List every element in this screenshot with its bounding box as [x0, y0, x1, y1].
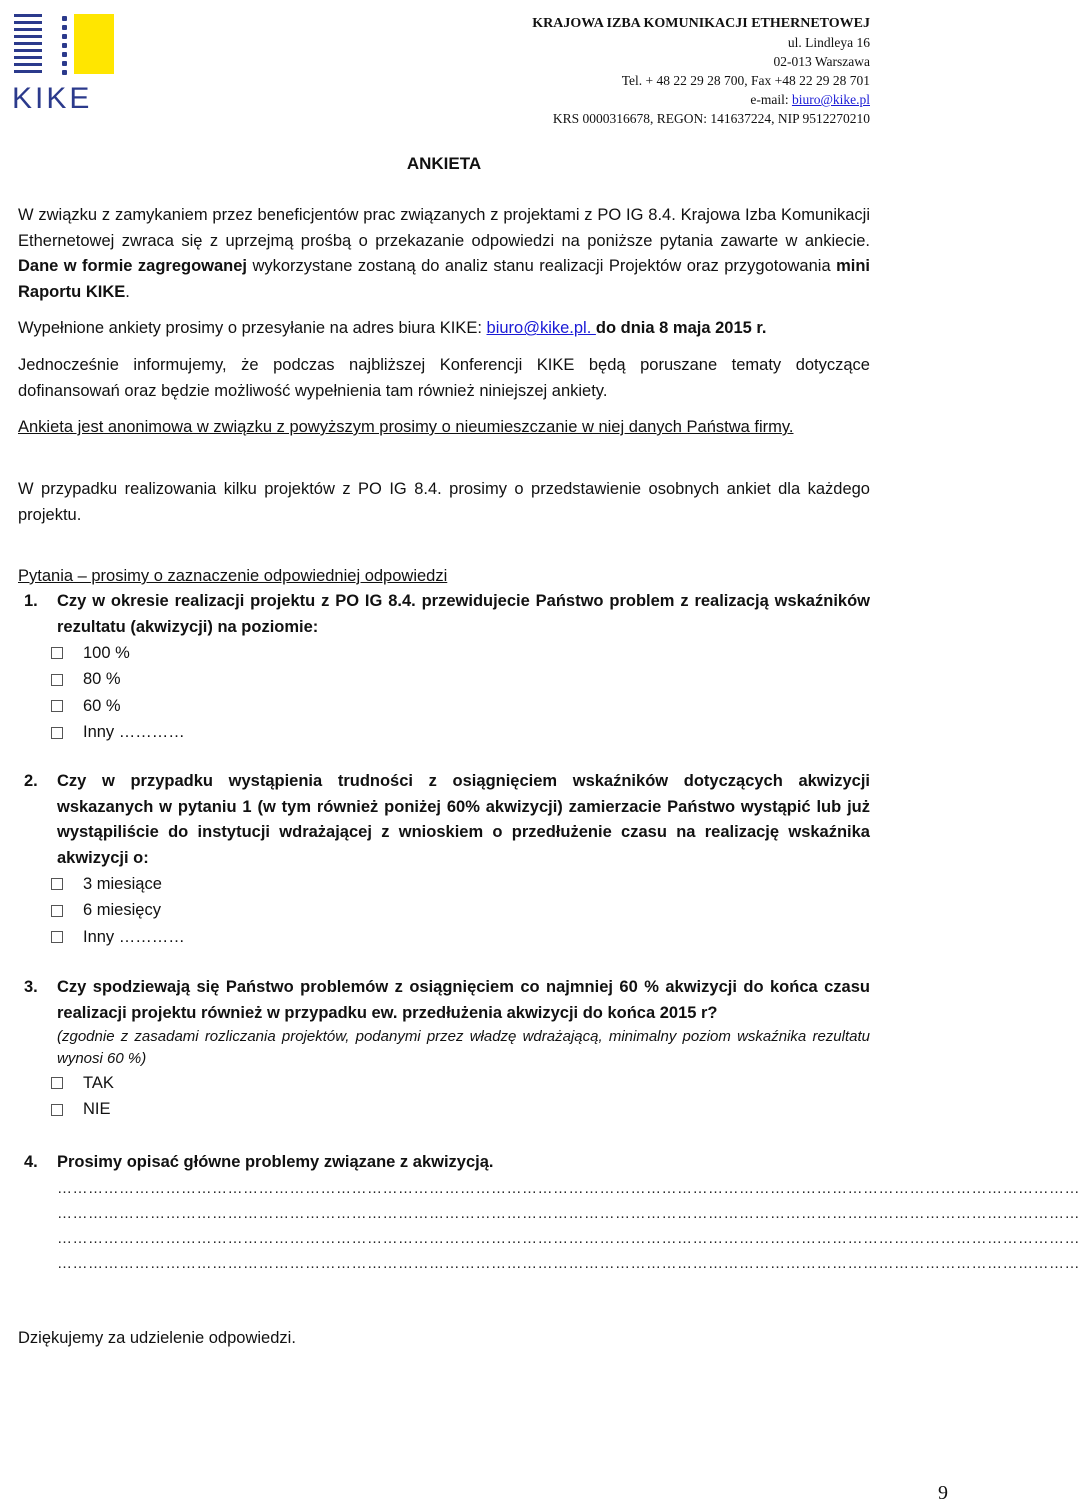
checkbox[interactable]	[51, 1104, 63, 1116]
option-label: 6 miesięcy	[83, 901, 161, 919]
email-link[interactable]: biuro@kike.pl.	[486, 319, 596, 337]
intro-paragraph-1	[18, 203, 870, 305]
option-row[interactable]	[51, 1097, 870, 1124]
option-row[interactable]	[51, 871, 870, 898]
option-row[interactable]	[51, 667, 870, 694]
option-row[interactable]	[51, 1070, 870, 1097]
question-1	[24, 589, 870, 746]
option-label: 60 %	[83, 696, 121, 715]
organization-name: KRAJOWA IZBA KOMUNIKACJI ETHERNETOWEJ	[532, 16, 870, 31]
question-3	[24, 975, 870, 1123]
closing-text: Dziękujemy za udzielenie odpowiedzi.	[18, 1329, 296, 1347]
deadline: do dnia 8 maja 2015 r.	[595, 319, 767, 337]
option-row[interactable]	[51, 924, 870, 951]
intro-paragraph-2	[18, 316, 870, 342]
intro-bold: mini Raportu KIKE	[18, 257, 870, 301]
registry-numbers: KRS 0000316678, REGON: 141637224, NIP 9512270210	[552, 111, 870, 126]
option-label: Inny …………	[83, 927, 185, 946]
answer-line[interactable]: ………………………………………………………………………………………………………………………………………………………………………………	[57, 1204, 1080, 1222]
intro-bold: Dane w formie zagregowanej	[18, 257, 248, 275]
checkbox[interactable]	[51, 1077, 63, 1089]
intro-text: wykorzystane zostaną do analiz stanu realizacji Projektów oraz przygotowania	[247, 257, 837, 275]
question-4	[24, 1150, 1080, 1276]
answer-line[interactable]: ………………………………………………………………………………………………………………………………………………………………………………	[57, 1254, 1080, 1272]
intro-paragraph-3: Jednocześnie informujemy, że podczas najbliższej Konferencji KIKE będą poruszane tematy dotyczące dofinansowań oraz będzie możliwość wypełnienia tam również niniejszej ankiety.	[18, 356, 870, 400]
anonymity-notice: Ankieta jest anonimowa w związku z powyższym prosimy o nieumieszczanie w niej danych Państwa firmy.	[18, 418, 794, 436]
logo-wordmark: KIKE	[12, 82, 93, 115]
phone-fax: Tel. + 48 22 29 28 700, Fax +48 22 29 28 701	[621, 73, 870, 88]
question-text: Czy w okresie realizacji projektu z PO IG 8.4. przewidujecie Państwo problem z realizacją wskaźników rezultatu (akwizycji) na poziomie:	[57, 592, 870, 636]
address-city: 02-013 Warszawa	[773, 54, 870, 69]
email-line	[532, 90, 870, 109]
checkbox[interactable]	[51, 674, 63, 686]
option-label: 100 %	[83, 643, 130, 662]
section-heading: Pytania – prosimy o zaznaczenie odpowiedniej odpowiedzi	[18, 567, 448, 585]
logo-yellow-block	[74, 14, 114, 74]
checkbox[interactable]	[51, 931, 63, 943]
option-label: NIE	[83, 1100, 111, 1118]
question-2	[24, 769, 870, 951]
question-number: 4.	[24, 1153, 38, 1171]
email-link[interactable]: biuro@kike.pl	[791, 92, 870, 107]
question-note: (zgodnie z zasadami rozliczania projektów, podanymi przez władzę wdrażającą, minimalny poziom wskaźnika rezultatu wynosi 60 %)	[57, 1028, 870, 1067]
option-label: 3 miesiące	[83, 874, 162, 893]
question-number: 2.	[24, 772, 38, 790]
option-label: TAK	[83, 1073, 114, 1092]
question-text: Czy spodziewają się Państwo problemów z osiągnięciem co najmniej 60 % akwizycji do końca czasu realizacji projektu również w przypadku ew. przedłużenia akwizycji do końca 2015 r?	[57, 978, 870, 1022]
checkbox[interactable]	[51, 905, 63, 917]
letterhead	[532, 14, 870, 128]
question-number: 1.	[24, 592, 38, 610]
checkbox[interactable]	[51, 700, 63, 712]
checkbox[interactable]	[51, 878, 63, 890]
option-row[interactable]	[51, 640, 870, 667]
checkbox[interactable]	[51, 647, 63, 659]
question-text: Czy w przypadku wystąpienia trudności z osiągnięciem wskaźników dotyczących akwizycji wskazanych w pytaniu 1 (w tym również poniżej 60% akwizycji) zamierzacie Państwo wystąpić lub już wystąpiliście do instytucji wdrażającej z wnioskiem o przedłużenie czasu na realizację wskaźnika akwizycji o:	[57, 772, 870, 867]
checkbox[interactable]	[51, 727, 63, 739]
option-label: 80 %	[83, 670, 121, 688]
intro-paragraph-5: W przypadku realizowania kilku projektów z PO IG 8.4. prosimy o przedstawienie osobnych ankiet dla każdego projektu.	[18, 480, 870, 524]
kike-logo	[12, 12, 118, 115]
answer-line[interactable]: ………………………………………………………………………………………………………………………………………………………………………………	[57, 1179, 1080, 1197]
page-number: 9	[938, 1482, 948, 1504]
address-street: ul. Lindleya 16	[787, 35, 870, 50]
intro-text: Wypełnione ankiety prosimy o przesyłanie na adres biura KIKE:	[18, 319, 487, 337]
document-title: ANKIETA	[406, 154, 482, 173]
intro-text: .	[125, 282, 130, 301]
answer-line[interactable]: ………………………………………………………………………………………………………………………………………………………………………………	[57, 1229, 1080, 1247]
option-row[interactable]	[51, 720, 870, 747]
option-label: Inny …………	[83, 723, 185, 741]
email-label: e-mail:	[750, 92, 792, 107]
question-number: 3.	[24, 978, 38, 996]
question-text: Prosimy opisać główne problemy związane z akwizycją.	[57, 1153, 494, 1171]
intro-text: W związku z zamykaniem przez beneficjentów prac związanych z projektami z PO IG 8.4. Krajowa Izba Komunikacji Ethernetowej zwraca się z uprzejmą prośbą o przekazanie odpowiedzi na poniższe pytania zawarte w ankiecie.	[18, 206, 870, 250]
option-row[interactable]	[51, 898, 870, 925]
option-row[interactable]	[51, 693, 870, 720]
